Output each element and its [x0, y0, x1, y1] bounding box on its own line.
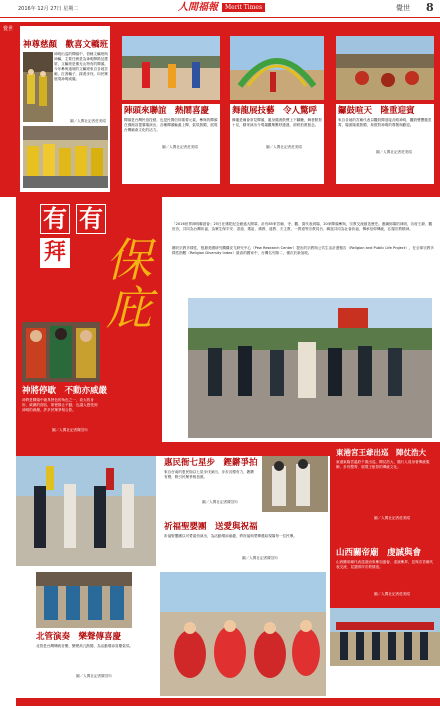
feature-title-char-2: 有 [76, 204, 106, 234]
article-body: 神明出巡的陣頭中，俗稱文轎班與神轎，主要任務是為神明開路及護駕，文轎班是佛光山特有的陣頭。今年參與遶境的文轎班來自各地宮廟，扛著轎子，踩著步伐，向民眾展現神明威儀。 [54, 52, 108, 81]
article-title: 神尊慈顏 歡喜文轎班 [23, 40, 109, 50]
article-guzhen [336, 104, 434, 184]
article-title: 祈福聖嬰團 送愛與祝福 [164, 522, 258, 532]
feature-calligraphy: 保庇 [106, 233, 152, 335]
article-qiyuan [162, 520, 328, 566]
article-title: 鑼鼓喧天 隆重迎賓 [338, 106, 415, 116]
photo-dragon-arch [230, 36, 324, 100]
photo-huibing-left [16, 456, 156, 566]
article-title: 陣頭來聯誼 熱鬧喜慶 [124, 106, 210, 116]
article-title: 神將停歇 不動亦威嚴 [22, 386, 108, 396]
photo-beiguan [36, 572, 132, 628]
feature-title-char-1: 有 [40, 204, 70, 234]
photo-huibing-right [262, 456, 328, 512]
logo-tag: Merit Times [222, 3, 265, 12]
photo-credit: 圖／人間社記者陳昱吟 [202, 500, 238, 504]
article-body: 祈福聖嬰團以可愛裝扮演出，為活動增添童趣，將祝福與愛傳遞給現場每一位民眾。 [164, 534, 297, 538]
photo-credit: 圖／人間社記者莊美昭 [70, 119, 106, 123]
masthead [0, 0, 440, 18]
article-body: 陣頭是台灣民俗技藝，也是民間信仰重要元素，參與的陣頭在佛館菩提廣場演出，各種陣頭輪番上陣，氣氛熱鬧，展現台灣廟會文化的活力。 [124, 118, 218, 132]
photo-sedan-procession [23, 126, 108, 188]
article-title: 東港宮王爺出巡 陣仗浩大 [336, 448, 426, 457]
side-strip [0, 22, 16, 197]
side-strip-text: 覺世 [3, 26, 14, 32]
article-title: 惠民衙七星步 鏗鏘爭拍 [164, 458, 258, 468]
photo-sedan-bearers [23, 52, 53, 122]
article-shenjiang [22, 386, 158, 440]
article-title: 山西關帝廟 虔誠與會 [336, 548, 422, 558]
article-body: 北管是台灣傳統音樂，樂聲高亢熱鬧，為活動增添喜慶氣氛。 [36, 644, 134, 648]
article-chentou [122, 104, 220, 184]
article-body: 來自台南的惠民衙以七星步伐演出，步步沉穩有力，鏗鏘有聲，吸引民眾爭相拍照。 [164, 470, 254, 479]
photo-dancers [160, 572, 326, 696]
photo-troupe-dance [122, 36, 220, 100]
article-shenyi [20, 26, 110, 192]
feature-intro: 「2016世界神明聯誼會」25日在佛陀紀念館盛大開幕，計有85家宮廟、寺、觀、齋代表到場，20家陣頭參與，宗教交流創造歷史。連續到場的神明，各府王爺、觀世音，共同為台灣祈福，為眾生保平安；香道、媽祖、佛教、道教、天主教，一貫道等宗教同台，聯誼共同為社會祈福，傳承信仰傳統，弘揚宗教精神。 [172, 222, 433, 231]
photo-credit: 圖／人間社記者陳昱吟 [242, 556, 278, 560]
logo: 人間福報 [178, 2, 218, 13]
photo-credit: 圖／人間社記者陳昱吟 [76, 674, 112, 678]
article-title: 北管演奏 樂聲傳喜慶 [36, 632, 122, 642]
article-body: 神將是陣頭中最具特色的角色之一，高大的身形、威嚴的面容，即使靜止不動，也讓人感受到神明的威嚴，許多民眾爭相合影。 [22, 398, 98, 412]
photo-credit: 圖／人間社記者莊美昭 [374, 592, 410, 596]
article-wulong [230, 104, 324, 184]
article-shanxi [334, 546, 438, 606]
article-body: 舞龍是廟會常見陣頭，龍身隨著鼓聲上下翻騰，舞者默契十足，精采演出令現場觀眾驚呼連連，紛紛拍照留念。 [232, 118, 322, 127]
bottom-strip [16, 698, 440, 706]
photo-credit: 圖／人間社記者莊美昭 [266, 145, 302, 149]
photo-drum-welcome [336, 36, 434, 100]
article-body: 山西關帝廟代表遠道而來參加盛會，虔誠參拜，並與各宮廟代表交流，見證兩岸宗教情誼。 [336, 560, 434, 569]
article-title: 舞龍展技藝 令人驚呼 [232, 106, 318, 116]
article-body: 東港東隆宮溫府千歲出巡，陣仗浩大，隨行人員身著傳統服飾，步伐整齊，展現王船祭的傳統文化。 [336, 460, 430, 469]
article-beiguan [36, 632, 134, 692]
section-name: 覺世 [396, 4, 410, 12]
article-body: 來自各地的宮廟代表以鑼鼓陣迎接各路神明，鑼鼓聲響徹雲霄，場面隆重熱鬧，象徵對神明的尊敬與歡迎。 [338, 118, 432, 127]
page-number: 8 [426, 1, 434, 14]
photo-shanxi [330, 608, 440, 666]
feature-intro-2: 關於宗教多樣性，根據美國研究機構皮尤研究中心（Pew Research Center）提出的宗教與公共生活計畫報告（Religion and Public Life Project），在全球宗教多樣性指數（Religion Diversity Index）最高的國家中，台灣名列第二，僅次於新加坡。 [172, 246, 434, 255]
photo-main-procession [188, 298, 432, 438]
photo-deity-statues [22, 322, 100, 382]
photo-credit: 圖／人間社記者莊美昭 [376, 150, 412, 154]
article-donggang [334, 446, 438, 534]
photo-credit: 圖／人間社記者陳昱吟 [52, 428, 88, 432]
photo-credit: 圖／人間社記者莊美昭 [162, 145, 198, 149]
article-huibing [162, 456, 258, 516]
photo-credit: 圖／人間社記者莊美昭 [374, 516, 410, 520]
issue-date: 2016年 12月 27日 星期二 [18, 6, 79, 12]
feature-title-char-3: 拜 [40, 238, 70, 268]
